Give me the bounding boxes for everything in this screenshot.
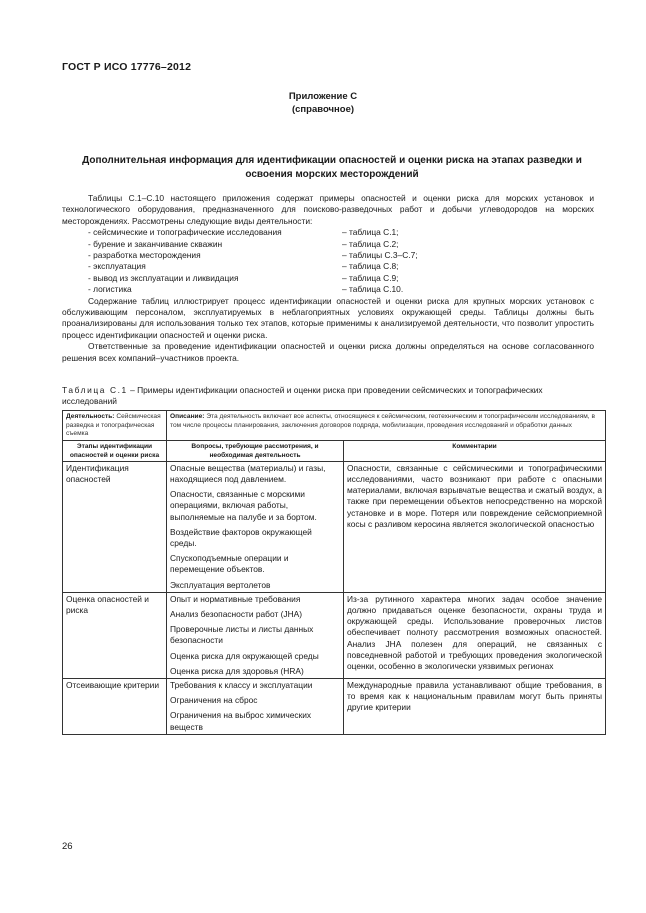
activity-item [62, 261, 594, 272]
activity-table-ref: – таблица С.10. [342, 284, 404, 295]
activity-item [62, 250, 594, 261]
activity-name: - логистика [88, 284, 132, 295]
activity-name: - сейсмические и топографические исследования [88, 227, 282, 238]
question-item: Опасные вещества (материалы) и газы, находящиеся под давлением. [170, 462, 326, 484]
description-cell [167, 411, 606, 441]
comment-cell: Из-за рутинного характера многих задач особое значение должно придаваться оценке безопасности, охраны труда и окружающей среды. Использование проверочных листов обеспечивает полноту рассмотрения возможных опасностей. Анализ JHA полезен для операций, не связанных с повседневной работой и требующих проведения экологической оценки, особенно в экологически уязвимых регионах [344, 592, 606, 678]
section-title: Дополнительная информация для идентификации опасностей и оценки риска на этапах разведки и освоения морских месторождений [82, 155, 582, 180]
questions-cell [167, 592, 344, 678]
activity-table-ref: – таблицы С.3–С.7; [342, 250, 418, 260]
header-stage: Этапы идентификации опасностей и оценки риска [63, 440, 167, 461]
activity-table-ref: – таблица С.1; [342, 227, 399, 238]
activity-name: - эксплуатация [88, 261, 146, 272]
stage-cell: Оценка опасностей и риска [63, 592, 167, 678]
question-item: Ограничения на выброс химических веществ [170, 710, 312, 732]
question-item: Проверочные листы и листы данных безопасности [170, 624, 314, 646]
header-questions: Вопросы, требующие рассмотрения, и необходимая деятельность [167, 440, 344, 461]
activity-name: - вывод из эксплуатации и ликвидация [88, 272, 239, 283]
activity-name: - разработка месторождения [88, 250, 201, 260]
activity-cell [63, 411, 167, 441]
question-item: Ограничения на сброс [170, 695, 258, 706]
description-value: Эта деятельность включает все аспекты, относящиеся к сейсмическим, геотехническим и топографическим исследованиям, в том числе процессы планирования, заключения договоров подряда, мобилизации, проведения исследований и обработки данных [170, 413, 595, 429]
question-item: Оценка риска для окружающей среды [170, 650, 319, 661]
paragraph-3: Ответственные за проведение идентификации опасностей и оценки риска должны определяться на основе согласованного решения всех компаний–участников проекта. [62, 341, 594, 363]
body-text [62, 193, 594, 364]
activity-item [62, 273, 594, 284]
activity-label: Деятельность: [66, 413, 115, 420]
header-comments: Комментарии [344, 440, 606, 461]
activity-table-ref: – таблица С.9; [342, 272, 399, 283]
question-item: Спускоподъемные операции и перемещение объектов. [170, 553, 289, 575]
table-row [63, 592, 606, 678]
table-caption-text: – Примеры идентификации опасностей и оценки риска при проведении сейсмических и топографических исследований [62, 385, 543, 407]
stage-cell: Отсеивающие критерии [63, 679, 167, 735]
standard-header: ГОСТ Р ИСО 17776–2012 [62, 61, 192, 73]
activity-table-ref: – таблица С.2; [342, 238, 399, 249]
question-item: Воздействие факторов окружающей среды. [170, 526, 312, 548]
table-caption-label: Таблица С.1 [62, 385, 128, 395]
comment-cell: Опасности, связанные с сейсмическими и топографическими исследованиями, часто возникают при работе с опасными материалами, включая взрывчатые вещества и сжатый воздух, а также при перемещении объектов непосредственно на морской установке и в море. Потеря или повреждение сейсмоприемной косы с разливом керосина является экологической опасностью [344, 461, 606, 592]
question-item: Оценка риска для здоровья (HRA) [170, 665, 304, 676]
question-item: Анализ безопасности работ (JHA) [170, 609, 303, 620]
questions-cell [167, 461, 344, 592]
activity-item [62, 227, 594, 238]
table-row [63, 461, 606, 592]
activity-value: Сейсмическая разведка и топографическая съемка [66, 413, 161, 438]
activity-list [62, 227, 594, 295]
question-item: Опыт и нормативные требования [170, 593, 301, 604]
question-item: Эксплуатация вертолетов [170, 579, 271, 590]
appendix-title: Приложение С [288, 91, 358, 102]
activity-row [63, 411, 606, 441]
page-number: 26 [62, 841, 73, 852]
question-item: Опасности, связанные с морскими операциями, включая работы, выполняемые на палубе и за бортом. [170, 489, 317, 522]
intro-paragraph: Таблицы С.1–С.10 настоящего приложения содержат примеры опасностей и оценки риска для морских установок и технологического оборудования, предназначенного для поисково-разведочных работ и добычи углеводородов на морских месторождениях. Рассмотрены следующие виды деятельности: [62, 193, 594, 226]
comment-cell: Международные правила устанавливают общие требования, в то время как к национальным правилам могут быть приняты другие критерии [344, 679, 606, 735]
activity-name: - бурение и заканчивание скважин [88, 238, 223, 249]
stage-cell: Идентификация опасностей [63, 461, 167, 592]
paragraph-2: Содержание таблиц иллюстрирует процесс идентификации опасностей и оценки риска для крупных морских установок с обслуживающим персоналом, эксплуатируемых в неблагоприятных условиях окружающей среды. Таблицы должны быть проанализированы для использования только тех этапов, которые применимы к анализируемой деятельности, что позволит упростить процесс идентификации опасностей и оценки риска. [62, 295, 594, 340]
hazard-table [62, 410, 606, 735]
table-header-row [63, 440, 606, 461]
activity-item [62, 239, 594, 250]
activity-table-ref: – таблица С.8; [342, 261, 399, 272]
questions-cell [167, 679, 344, 735]
table-caption [62, 385, 594, 408]
activity-item [62, 284, 594, 295]
description-label: Описание: [170, 413, 205, 420]
table-row [63, 679, 606, 735]
appendix-note: (справочное) [291, 104, 355, 115]
question-item: Требования к классу и эксплуатации [170, 680, 313, 691]
